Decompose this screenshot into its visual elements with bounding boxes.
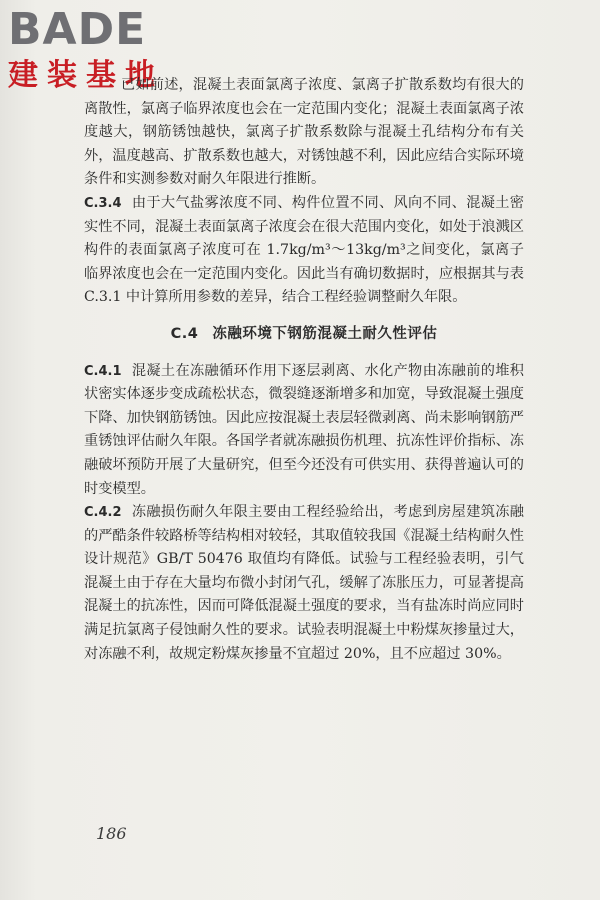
clause-number: C.4.2 — [84, 505, 122, 521]
clause-c41 — [84, 360, 524, 502]
page-body — [84, 74, 524, 666]
clause-text: 由于大气盐雾浓度不同、构件位置不同、风向不同、混凝土密实性不同，混凝土表面氯离子浓度会在很大范围内变化，如处于浪溅区构件的表面氯离子浓度可在 1.7kg/m³～13kg/m³之间变化，氯离子临界浓度也会在一定范围内变化。因此当有确切数据时，应根据其与表 C.3.1 中计算所用参数的差异，结合工程经验调整耐久年限。 — [84, 194, 524, 306]
intro-paragraph: 已如前述，混凝土表面氯离子浓度、氯离子扩散系数均有很大的离散性，氯离子临界浓度也会在一定范围内变化；混凝土表面氯离子浓度越大，钢筋锈蚀越快，氯离子扩散系数除与混凝土孔结构分布有关外，温度越高、扩散系数也越大，对锈蚀越不利，因此应结合实际环境条件和实测参数对耐久年限进行推断。 — [84, 77, 524, 188]
watermark-subtitle: 建装基地 — [8, 58, 164, 93]
clause-text: 冻融损伤耐久年限主要由工程经验给出，考虑到房屋建筑冻融的严酷条件较路桥等结构相对较轻，其取值较我国《混凝土结构耐久性设计规范》GB/T 50476 取值均有降低。试验与工程经验表明，引气混凝土由于存在大量均布微小封闭气孔，缓解了冻胀压力，可显著提高混凝土的抗冻性，因而可降低混凝土强度的要求，当有盐冻时尚应同时满足抗氯离子侵蚀耐久性的要求。试验表明混凝土中粉煤灰掺量过大，对冻融不利，故规定粉煤灰掺量不宜超过 20%，且不应超过 30%。 — [84, 504, 524, 662]
clause-number: C.4.1 — [84, 363, 122, 379]
section-title: 冻融环境下钢筋混凝土耐久性评估 — [212, 325, 438, 342]
clause-number: C.3.4 — [84, 195, 122, 211]
section-number: C.4 — [170, 325, 199, 342]
page-number: 186 — [96, 824, 127, 843]
section-heading — [84, 323, 524, 347]
clause-c42 — [84, 501, 524, 666]
clause-text: 混凝土在冻融循环作用下逐层剥离、水化产物由冻融前的堆积状密实体逐步变成疏松状态，微裂缝逐渐增多和加宽，导致混凝土强度下降、加快钢筋锈蚀。因此应按混凝土表层轻微剥离、尚未影响钢筋严重锈蚀评估耐久年限。各国学者就冻融损伤机理、抗冻性评价指标、冻融破坏预防开展了大量研究，但至今还没有可供实用、获得普遍认可的时变模型。 — [84, 362, 524, 497]
watermark-brand: BADE — [8, 4, 147, 55]
clause-c34 — [84, 192, 524, 310]
